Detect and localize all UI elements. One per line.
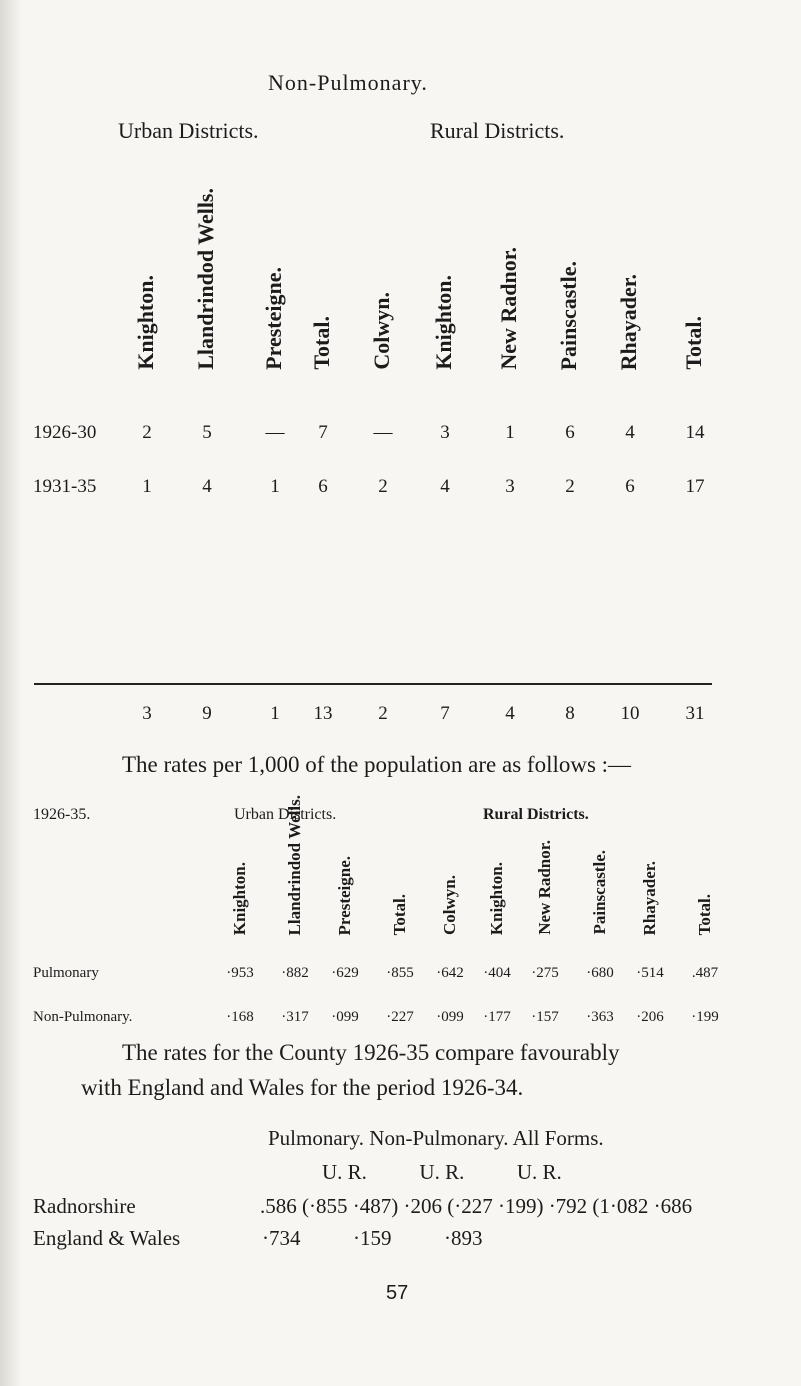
table2-col-header: Llandrindod Wells. <box>285 795 304 936</box>
table2-cell: ·168 <box>226 1009 254 1025</box>
table2-cell: ·099 <box>436 1009 464 1025</box>
england-label: England & Wales <box>33 1226 181 1250</box>
table1-col-header: Presteigne. <box>261 267 286 370</box>
table1-cell: 2 <box>565 476 575 497</box>
table1-col-header: Total. <box>309 316 334 370</box>
compare-text-line-2: with England and Wales for the period 1926-34. <box>81 1075 524 1100</box>
table2-cell: ·404 <box>483 965 511 981</box>
table2-cell: ·514 <box>636 965 664 981</box>
compare-subheaders: U. R. U. R. U. R. <box>322 1160 562 1184</box>
table1-total-cell: 1 <box>270 703 280 724</box>
table2-col-header: Colwyn. <box>440 875 459 935</box>
radnorshire-label: Radnorshire <box>33 1194 136 1218</box>
table2-cell: ·317 <box>281 1009 309 1025</box>
table1-col-header: New Radnor. <box>496 247 521 370</box>
table2-cell: ·275 <box>531 965 559 981</box>
table1-cell: 3 <box>505 476 515 497</box>
table1-total-rule <box>34 683 712 685</box>
table1-col-header: Rhayader. <box>616 274 641 371</box>
rates-intro: The rates per 1,000 of the population are as follows :— <box>122 752 632 777</box>
table2-period: 1926-35. <box>33 806 91 823</box>
table2-cell: ·855 <box>386 965 414 981</box>
table2-cell: ·227 <box>386 1009 414 1025</box>
page-number: 57 <box>386 1282 409 1304</box>
table1-cell: 7 <box>318 422 328 443</box>
table2-cell: ·157 <box>531 1009 559 1025</box>
table1-cell: 6 <box>318 476 328 497</box>
table1-urban-heading: Urban Districts. <box>118 118 259 143</box>
table1-rural-heading: Rural Districts. <box>430 118 565 143</box>
table1-cell: 1 <box>142 476 152 497</box>
table1-total-cell: 3 <box>142 703 152 724</box>
table1-cell: — <box>265 422 285 443</box>
table1-total-cell: 4 <box>505 703 515 724</box>
table2-row-label: Pulmonary <box>33 965 99 981</box>
table1-cell: 6 <box>625 476 635 497</box>
radnorshire-values: .586 (·855 ·487) ·206 (·227 ·199) ·792 (1·082 ·686 <box>260 1194 693 1218</box>
table2-cell: ·882 <box>281 965 309 981</box>
table2-cell: ·953 <box>226 965 254 981</box>
table1-cell: — <box>373 422 393 443</box>
table1-total-cell: 10 <box>620 703 640 724</box>
table2-col-header: Total. <box>390 894 409 936</box>
table2-col-header: Presteigne. <box>335 856 354 936</box>
page-title: Non-Pulmonary. <box>268 70 428 95</box>
table1-total-cell: 7 <box>440 703 450 724</box>
table1-cell: 14 <box>685 422 705 443</box>
table2-col-header: Rhayader. <box>640 861 659 936</box>
table2-cell: ·642 <box>436 965 464 981</box>
table1-row-label: 1926-30 <box>33 422 97 443</box>
england-values: ·734 ·159 ·893 <box>262 1226 483 1250</box>
table2-cell: ·099 <box>331 1009 359 1025</box>
table2-cell: ·199 <box>691 1009 719 1025</box>
table1-cell: 6 <box>565 422 575 443</box>
table2-cell: .487 <box>691 965 719 981</box>
table1-cell: 2 <box>142 422 152 443</box>
table1-cell: 1 <box>270 476 280 497</box>
table2-rural-heading: Rural Districts. <box>483 806 589 823</box>
table1-cell: 1 <box>505 422 515 443</box>
table1-col-header: Llandrindod Wells. <box>193 188 218 370</box>
table1-col-header: Painscastle. <box>556 261 581 371</box>
table2-cell: ·177 <box>483 1009 511 1025</box>
table1-total-cell: 9 <box>202 703 212 724</box>
table1-cell: 5 <box>202 422 212 443</box>
table1-col-header: Knighton. <box>133 275 158 370</box>
table1-col-header: Knighton. <box>431 275 456 370</box>
table2-urban-heading: Urban Districts. <box>234 806 337 823</box>
table1-cell: 3 <box>440 422 450 443</box>
table1-total-cell: 31 <box>685 703 705 724</box>
page-edge-shadow <box>0 0 22 1386</box>
table2-col-header: Painscastle. <box>590 850 609 935</box>
table1-cell: 4 <box>440 476 450 497</box>
table2-cell: ·206 <box>636 1009 664 1025</box>
table1-total-cell: 13 <box>313 703 333 724</box>
table2-cell: ·680 <box>586 965 614 981</box>
table1-total-cell: 2 <box>378 703 388 724</box>
table2-row-label: Non-Pulmonary. <box>33 1009 133 1025</box>
table1-col-header: Colwyn. <box>369 292 394 370</box>
compare-headers: Pulmonary. Non-Pulmonary. All Forms. <box>268 1126 604 1150</box>
table1-cell: 17 <box>685 476 705 497</box>
table1-cell: 2 <box>378 476 388 497</box>
table1-cell: 4 <box>202 476 212 497</box>
table1-col-header: Total. <box>681 316 706 370</box>
table2-col-header: Knighton. <box>487 862 506 936</box>
table2-col-header: Knighton. <box>230 862 249 936</box>
table2-col-header: New Radnor. <box>535 840 554 935</box>
table1-cell: 4 <box>625 422 635 443</box>
table1-row-label: 1931-35 <box>33 476 97 497</box>
table2-cell: ·363 <box>586 1009 614 1025</box>
table1-total-cell: 8 <box>565 703 575 724</box>
table2-col-header: Total. <box>695 894 714 936</box>
table2-cell: ·629 <box>331 965 359 981</box>
compare-text-line-1: The rates for the County 1926-35 compare favourably <box>122 1040 620 1065</box>
